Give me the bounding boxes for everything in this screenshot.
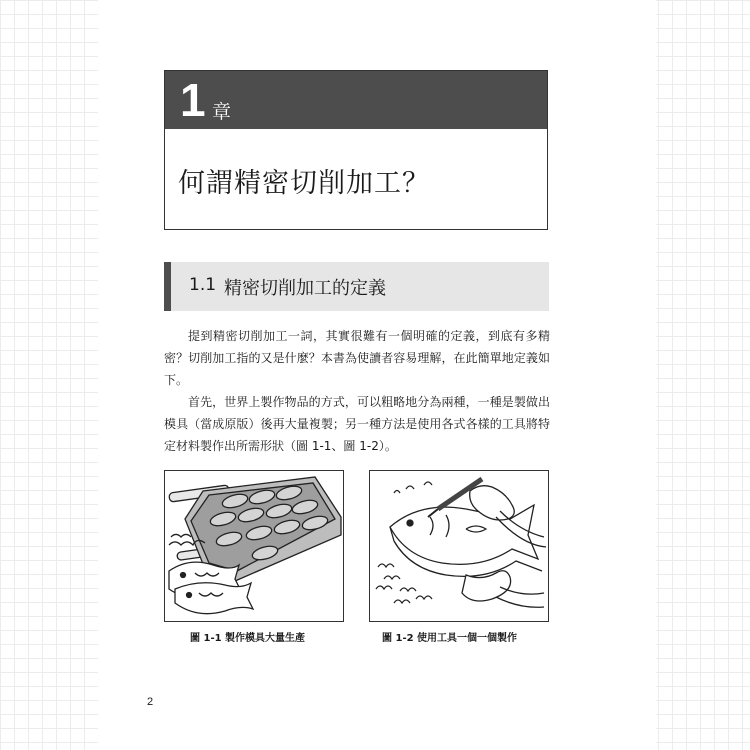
figure-carving-illustration [369, 470, 549, 622]
paragraph-1: 提到精密切削加工一詞，其實很難有一個明確的定義，到底有多精密？切削加工指的又是什麼？本書為使讀者容易理解，在此簡單地定義如下。 [164, 329, 550, 387]
body-text [164, 325, 550, 457]
section-heading [164, 262, 549, 311]
page-number: 2 [147, 696, 154, 708]
chapter-label: 章 [212, 101, 232, 123]
section-title: 精密切削加工的定義 [224, 278, 386, 299]
figure-caption-1-2: 圖 1-2 使用工具一個一個製作 [382, 633, 518, 644]
section-accent-bar [164, 262, 171, 311]
carving-fish-drawing [370, 471, 548, 621]
book-page [98, 0, 656, 750]
paragraph-2: 首先，世界上製作物品的方式，可以粗略地分為兩種，一種是製做出模具（當成原版）後再大量複製；另一種方法是使用各式各樣的工具將特定材料製作出所需形狀（圖 1-1、圖 1-2）。 [164, 395, 550, 453]
chapter-number: 1 [180, 74, 206, 126]
chapter-title: 何謂精密切削加工？ [178, 168, 430, 199]
section-number: 1.1 [189, 275, 217, 295]
figure-caption-1-1: 圖 1-1 製作模具大量生產 [190, 633, 306, 644]
taiyaki-mold-drawing [165, 471, 343, 621]
figure-mold-illustration [164, 470, 344, 622]
chapter-heading [164, 70, 548, 230]
chapter-band [165, 71, 547, 129]
